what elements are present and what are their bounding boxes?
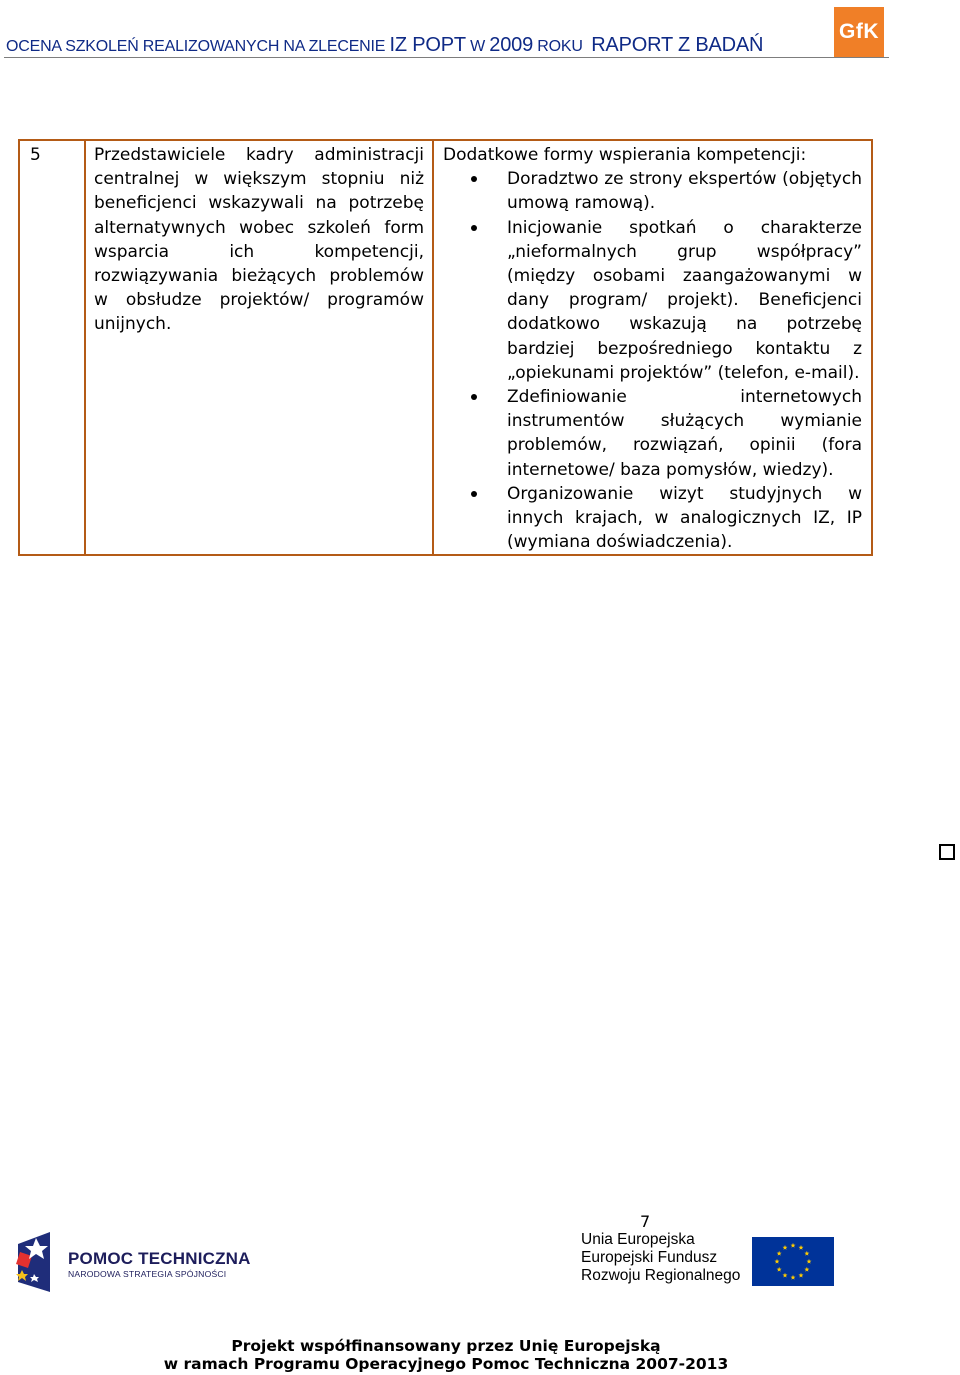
cofinancing-note [0,1337,892,1373]
pt-subtitle: NARODOWA STRATEGIA SPÓJNOŚCI [68,1269,227,1279]
bullet-icon [471,491,477,497]
row-description: Przedstawiciele kadry administracji centralnej w większym stopniu niż beneficjenci wskazywali na potrzebę alternatywnych wobec szkoleń form wsparcia ich kompetencji, rozwiązywania bieżących problemów w obsłudze projektów/ programów unijnych. [85,140,433,555]
eu-fund-text [581,1231,740,1285]
bullet-text: Inicjowanie spotkań o charakterze „nieformalnych grup współpracy” (między osobami zaangażowanymi w dany program/ projekt). Beneficjenci dodatkowo wskazują na potrzebę bardziej bezpośredniego kontaktu z „opiekunami projektów” (telefon, e-mail). [507,217,862,383]
header-divider [4,57,889,58]
page-header [6,34,890,57]
header-title-part1: OCENA SZKOLEŃ REALIZOWANYCH NA ZLECENIE [6,38,386,55]
list-item [507,167,862,215]
header-title-part2: IZ POPT [389,34,466,56]
header-title-part6: RAPORT Z BADAŃ [591,34,764,56]
list-item [507,482,862,555]
gfk-logo [834,7,884,57]
bullet-text: Organizowanie wizyt studyjnych w innych krajach, w analogicznych IZ, IP (wymiana doświadczenia). [507,483,862,553]
row-detail [433,140,872,555]
page-number: 7 [640,1212,651,1231]
note-line2: w ramach Programu Operacyjnego Pomoc Techniczna 2007-2013 [163,1355,729,1373]
pt-title: POMOC TECHNICZNA [68,1249,251,1268]
eu-line3: Rozwoju Regionalnego [581,1267,741,1284]
list-item [507,385,862,482]
bullet-text: Zdefiniowanie internetowych instrumentów służących wymianie problemów, rozwiązań, opinii (fora internetowe/ baza pomysłów, wiedzy). [507,387,862,480]
checkbox[interactable] [939,844,955,860]
bullet-icon [471,225,477,231]
note-line1: Projekt współfinansowany przez Unię Europejską [231,1337,661,1355]
list-item [507,216,862,385]
bullet-icon [471,176,477,182]
eu-line2: Europejski Fundusz [581,1249,718,1266]
header-title-part4: 2009 [489,34,533,56]
gfk-logo-text: GfK [839,20,879,43]
eu-line1: Unia Europejska [581,1231,695,1248]
table-row [19,140,872,555]
eu-flag-icon [752,1237,834,1286]
bullet-text: Doradztwo ze strony ekspertów (objętych umową ramową). [507,169,862,214]
recommendations-table [18,139,873,556]
header-title-part5: ROKU [537,38,583,55]
header-title-part3: W [470,38,486,55]
row-number: 5 [19,140,85,555]
bullet-icon [471,394,477,400]
detail-bullet-list [443,167,862,554]
detail-intro: Dodatkowe formy wspierania kompetencji: [443,145,807,165]
